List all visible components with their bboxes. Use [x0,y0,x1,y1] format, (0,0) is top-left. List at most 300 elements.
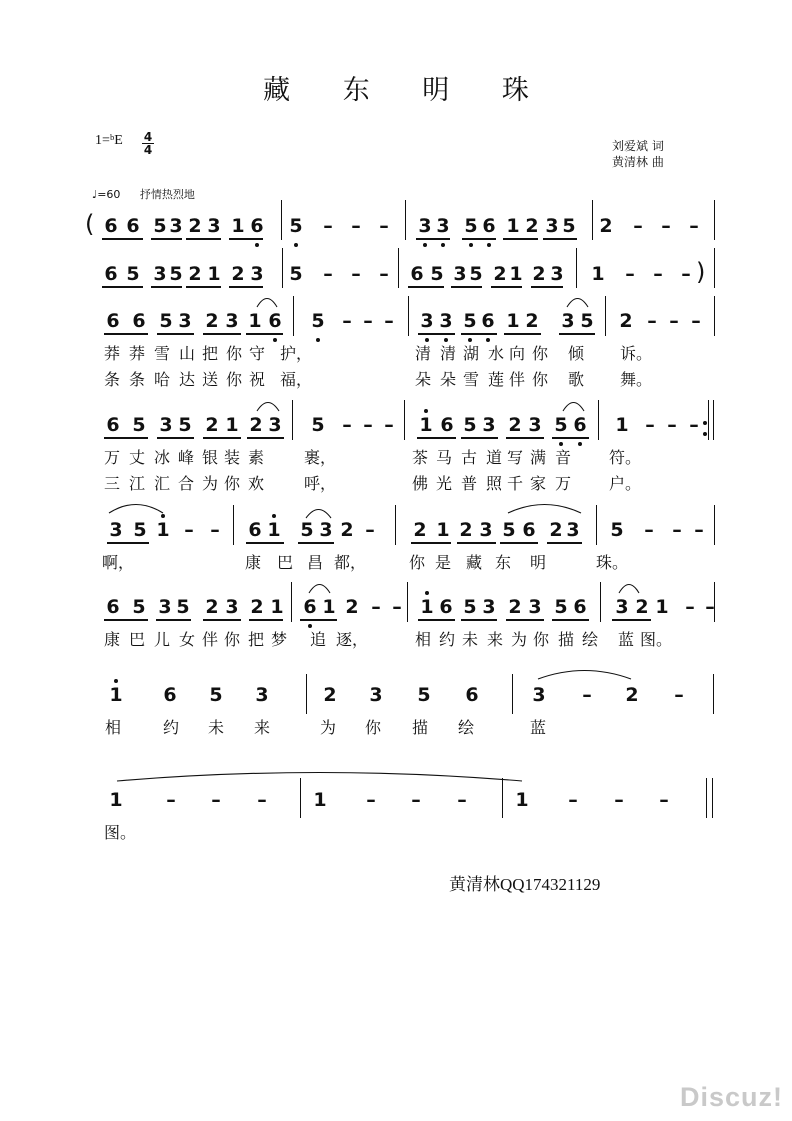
note: 1 [506,310,520,332]
note: 2 [625,684,639,706]
beam-underline [552,619,589,621]
beam-underline [457,542,496,544]
octave-dot-below [559,442,563,446]
note: 1 [655,596,669,618]
note: 5 [430,263,444,285]
note: 3 [109,519,123,541]
lyric-syllable: 音 [554,448,572,467]
lyric-syllable: 守 [248,344,266,363]
note: 3 [319,519,333,541]
note: 3 [207,215,221,237]
bar-line [292,400,293,440]
octave-dot-above [272,514,276,518]
lyric-syllable: 东 [494,553,512,572]
beam-underline [102,286,143,288]
lyric-syllable: 相 [414,630,432,649]
lyric-syllable: 水 [487,344,505,363]
lyric-syllable-verse2: 万 [554,474,572,493]
note: 5 [554,596,568,618]
beam-underline [503,238,538,240]
note: 2 [525,215,539,237]
beam-underline [247,437,284,439]
note: – [363,310,373,332]
lyric-syllable: 满 [529,448,547,467]
bar-line [293,296,294,336]
note: 3 [479,519,493,541]
beam-underline [151,286,182,288]
lyric-syllable: 都， [333,553,367,572]
slur-arc [305,505,332,519]
lyric-syllable-verse2: 光 [435,474,453,493]
note: 2 [413,519,427,541]
beam-underline [504,333,541,335]
lyric-syllable-verse2: 朵 [439,370,457,389]
slur-arc [618,580,640,594]
note: – [257,789,267,811]
octave-dot-below [308,624,312,628]
note: 6 [163,684,177,706]
lyric-syllable: 图。 [103,823,137,842]
lyric-syllable: 未 [461,630,479,649]
note: 6 [250,215,264,237]
note: – [323,215,333,237]
note: – [457,789,467,811]
lyric-syllable: 明 [529,553,547,572]
lyric-syllable-verse2: 呼， [303,474,337,493]
octave-dot-below [273,338,277,342]
repeat-dot [703,432,707,436]
bar-line [282,248,283,288]
note: 6 [106,310,120,332]
lyric-syllable: 未 [207,718,225,737]
beam-underline [151,238,182,240]
note: – [669,310,679,332]
note: 5 [554,414,568,436]
beam-underline [104,619,148,621]
beam-underline [500,542,538,544]
lyric-syllable: 你 [364,718,382,737]
bar-line [714,296,715,336]
note: 2 [249,414,263,436]
note: – [379,215,389,237]
lyric-syllable: 巴 [276,553,294,572]
note: 6 [104,215,118,237]
note: 1 [506,215,520,237]
note: 3 [158,596,172,618]
beam-underline [543,238,577,240]
bar-line [281,200,282,240]
note: 1 [156,519,170,541]
note: 3 [255,684,269,706]
octave-dot-below [468,338,472,342]
note: 2 [508,596,522,618]
paren-open: ( [85,210,95,238]
lyric-syllable-verse2: 汇 [153,474,171,493]
note: – [653,263,663,285]
octave-dot-below [316,338,320,342]
lyric-syllable: 来 [253,718,271,737]
octave-dot-below [486,338,490,342]
beam-underline [157,333,194,335]
note: 5 [311,310,325,332]
lyric-syllable: 符。 [608,448,642,467]
beam-underline [300,619,337,621]
lyric-syllable: 图。 [639,630,673,649]
note: 5 [132,596,146,618]
note: 3 [615,596,629,618]
signature: 黄清林QQ174321129 [449,875,601,894]
octave-dot-below [294,243,298,247]
bar-line [713,674,714,714]
note: 5 [159,310,173,332]
octave-dot-above [114,679,118,683]
lyric-syllable-verse2: 合 [177,474,195,493]
lyric-syllable-verse2: 福， [279,370,313,389]
bar-line [713,400,714,440]
note: 1 [231,215,245,237]
lyric-syllable: 逐， [335,630,369,649]
lyric-syllable: 古 [460,448,478,467]
bar-line [598,400,599,440]
repeat-dot [703,421,707,425]
lyric-syllable: 你 [223,630,241,649]
lyric-syllable: 你 [408,553,426,572]
beam-underline [418,619,455,621]
lyric-syllable: 装 [223,448,241,467]
lyric-syllable: 雪 [153,344,171,363]
note: – [411,789,421,811]
octave-dot-below [425,338,429,342]
lyric-syllable: 裹， [303,448,337,467]
beam-underline [462,238,496,240]
note: – [659,789,669,811]
lyric-syllable: 蓝 [529,718,547,737]
lyric-syllable: 万 [103,448,121,467]
note: 2 [205,414,219,436]
note: 5 [562,215,576,237]
lyric-syllable: 追 [309,630,327,649]
note: 3 [528,596,542,618]
note: 5 [311,414,325,436]
lyric-syllable: 马 [435,448,453,467]
note: 3 [225,596,239,618]
note: 5 [178,414,192,436]
lyric-syllable: 你 [532,630,550,649]
lyric-syllable-verse2: 照 [485,474,503,493]
note: 3 [159,414,173,436]
note: 5 [289,215,303,237]
note: 6 [573,414,587,436]
lyric-syllable: 银 [201,448,219,467]
note: – [674,684,684,706]
time-signature-bottom: 4 [143,143,153,157]
note: – [681,263,691,285]
note: – [691,310,701,332]
lyric-syllable: 把 [247,630,265,649]
note: 1 [109,684,123,706]
octave-dot-below [487,243,491,247]
lyric-syllable: 湖 [462,344,480,363]
note: 6 [522,519,536,541]
note: 5 [463,414,477,436]
note: 5 [169,263,183,285]
lyric-syllable: 伴 [201,630,219,649]
lyric-syllable: 冰 [153,448,171,467]
note: 6 [268,310,282,332]
bar-line [605,296,606,336]
lyric-syllable: 山 [178,344,196,363]
lyric-syllable-verse2: 朵 [414,370,432,389]
note: 2 [459,519,473,541]
note: 2 [549,519,563,541]
lyric-syllable-verse2: 三 [103,474,121,493]
note: – [633,215,643,237]
note: – [667,414,677,436]
note: 5 [153,215,167,237]
note: 5 [610,519,624,541]
note: 3 [482,414,496,436]
beam-underline [612,619,651,621]
note: 3 [250,263,264,285]
note: 3 [439,310,453,332]
note: 5 [126,263,140,285]
beam-underline [416,238,450,240]
octave-dot-below [423,243,427,247]
lyric-syllable: 你 [531,344,549,363]
lyric-syllable-verse2: 普 [460,474,478,493]
note: – [366,789,376,811]
note: 5 [176,596,190,618]
note: – [672,519,682,541]
slur-arc [108,500,164,514]
note: 1 [270,596,284,618]
note: – [644,519,654,541]
note: 5 [463,310,477,332]
note: 6 [410,263,424,285]
note: 5 [132,414,146,436]
lyric-syllable: 啊， [101,553,135,572]
octave-dot-above [161,514,165,518]
note: 5 [300,519,314,541]
note: 2 [188,215,202,237]
note: 5 [463,596,477,618]
key-signature: 1=ᵇE [95,133,123,148]
lyric-syllable-verse2: 户。 [608,474,642,493]
lyric-syllable: 丈 [128,448,146,467]
lyric-syllable-verse2: 送 [201,370,219,389]
note: – [379,263,389,285]
lyric-syllable: 藏 [465,553,483,572]
lyric-syllable: 莽 [128,344,146,363]
beam-underline [157,437,194,439]
lyric-syllable: 把 [201,344,219,363]
note: 3 [532,684,546,706]
note: 3 [153,263,167,285]
note: 3 [420,310,434,332]
note: 5 [289,263,303,285]
bar-line [714,505,715,545]
beam-underline [552,437,589,439]
note: 3 [225,310,239,332]
note: 2 [323,684,337,706]
note: – [211,789,221,811]
note: 3 [418,215,432,237]
bar-line [714,248,715,288]
note: – [166,789,176,811]
beam-underline [249,619,283,621]
expression-mark: 抒情热烈地 [139,188,195,201]
beam-underline [531,286,563,288]
lyric-syllable: 为 [510,630,528,649]
beam-underline [451,286,482,288]
lyric-syllable-verse2: 条 [128,370,146,389]
note: 3 [169,215,183,237]
note: 2 [231,263,245,285]
paren-close: ) [696,258,706,286]
note: 3 [550,263,564,285]
bar-line [291,582,292,622]
beam-underline [203,437,241,439]
lyric-syllable: 描 [411,718,429,737]
note: – [351,263,361,285]
tempo-mark [92,186,195,202]
note: – [365,519,375,541]
note: – [694,519,704,541]
lyric-syllable: 向 [508,344,526,363]
lyric-syllable-verse2: 你 [531,370,549,389]
lyric-syllable: 素 [247,448,265,467]
bar-line [596,505,597,545]
beam-underline [559,333,595,335]
note: – [351,215,361,237]
bar-line [407,582,408,622]
note: 5 [209,684,223,706]
lyric-syllable-verse2: 你 [223,474,241,493]
note: 1 [109,789,123,811]
note: 2 [599,215,613,237]
bar-line [714,200,715,240]
beam-underline [107,542,149,544]
note: 6 [573,596,587,618]
note: 3 [178,310,192,332]
note: – [342,310,352,332]
note: 2 [340,519,354,541]
note: 2 [493,263,507,285]
beam-underline [298,542,334,544]
note: 5 [502,519,516,541]
note: – [363,414,373,436]
lyric-syllable-verse2: 哈 [153,370,171,389]
note: 1 [248,310,262,332]
bar-line [398,248,399,288]
lyric-syllable-verse2: 条 [103,370,121,389]
lyric-syllable-verse2: 歌 [567,370,585,389]
note: – [685,596,695,618]
bar-line [708,400,709,440]
note: – [647,310,657,332]
note: 2 [508,414,522,436]
slur-arc [562,398,585,412]
octave-dot-below [469,243,473,247]
note: – [342,414,352,436]
lyric-syllable-verse2: 欢 [247,474,265,493]
note: 1 [419,414,433,436]
beam-underline [461,437,498,439]
lyric-syllable: 康 [103,630,121,649]
lyric-syllable: 茶 [411,448,429,467]
lyric-syllable: 清 [414,344,432,363]
note: 2 [205,310,219,332]
note: 5 [133,519,147,541]
bar-line [600,582,601,622]
note: – [645,414,655,436]
note: 3 [369,684,383,706]
note: 3 [528,414,542,436]
note: 6 [482,215,496,237]
octave-dot-below [441,243,445,247]
lyric-syllable-verse2: 为 [201,474,219,493]
lyric-syllable: 来 [486,630,504,649]
lyric-syllable-verse2: 千 [506,474,524,493]
octave-dot-below [255,243,259,247]
note: 6 [106,596,120,618]
lyric-syllable-verse2: 舞。 [619,370,653,389]
note: – [689,215,699,237]
slur-arc [256,398,280,412]
bar-line [306,674,307,714]
lyric-syllable: 诉。 [619,344,653,363]
lyric-syllable: 清 [439,344,457,363]
beam-underline [104,437,148,439]
bar-line [712,778,713,818]
bar-line [300,778,301,818]
note: 2 [532,263,546,285]
lyric-syllable: 相 [104,718,122,737]
note: 3 [566,519,580,541]
note: 5 [580,310,594,332]
note: 1 [591,263,605,285]
lyric-syllable: 你 [225,344,243,363]
beam-underline [186,238,221,240]
lyric-syllable: 蓝 [617,630,635,649]
lyric-syllable: 儿 [153,630,171,649]
beam-underline [246,333,283,335]
lyric-syllable-verse2: 伴 [508,370,526,389]
note: – [625,263,635,285]
note: – [384,310,394,332]
note: 2 [188,263,202,285]
note: 2 [250,596,264,618]
note: 6 [106,414,120,436]
note: 6 [440,414,454,436]
lyric-syllable-verse2: 莲 [487,370,505,389]
note: 1 [267,519,281,541]
note: 1 [420,596,434,618]
bar-line [714,582,715,622]
note: 6 [465,684,479,706]
note: 1 [509,263,523,285]
beam-underline [203,619,241,621]
note: 2 [635,596,649,618]
lyric-syllable: 护， [279,344,313,363]
lyric-syllable: 约 [438,630,456,649]
slur-arc [537,666,632,680]
note: – [392,596,402,618]
beam-underline [203,333,241,335]
note: 1 [313,789,327,811]
composer-credit: 黄清林 曲 [612,155,664,169]
lyric-syllable: 倾 [567,344,585,363]
